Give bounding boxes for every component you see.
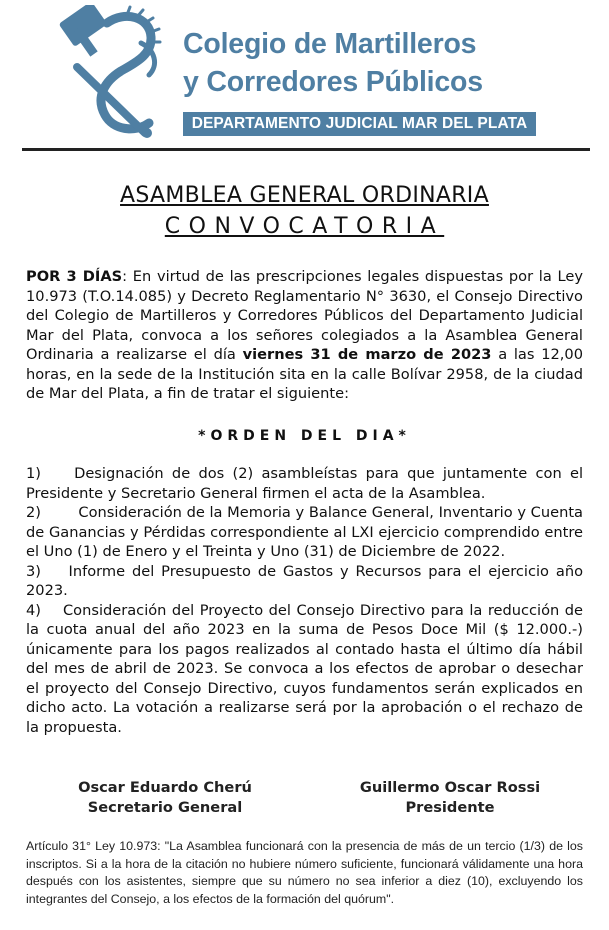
intro-lead: POR 3 DÍAS [26,268,123,285]
document-title: ASAMBLEA GENERAL ORDINARIA [120,183,489,208]
agenda-item-number: 4) [26,601,41,619]
agenda-item-number: 2) [26,504,41,521]
letterhead [0,0,609,150]
agenda-list [26,464,583,737]
intro-text-1: : En virtud de las prescripciones legales dispuestas por la Ley 10.973 (T.O.14.085) y Decreto Reglamentario N° 3630, el Consejo Directivo del Colegio de Martilleros y Corredores Públicos del Departamento Judicial Mar del Plata, convoca a los señores colegiados a la Asamblea General Ordinaria a realizarse el día [26,268,583,363]
signature-president [350,778,550,817]
header-divider [22,148,590,151]
agenda-item-text: Consideración del Proyecto del Consejo Directivo para la reducción de la cuota anual del año 2023 en la suma de Pesos Doce Mil ($ 12.000.-) únicamente para los pagos realizados al contado hasta el último día hábil del mes de abril de 2023. Se convoca a los efectos de aprobar o desechar el proyecto del Consejo Directivo, cuyos fundamentos serán explicados en dicho acto. La votación a realizarse será por la aprobación o el rechazo de la propuesta. [26,601,584,736]
intro-text-2: a las 12,00 horas, en la sede de la Institución sita en la calle Bolívar 2958, de la ciudad de Mar del Plata, a fin de tratar el siguiente: [26,346,583,402]
department-banner: DEPARTAMENTO JUDICIAL MAR DEL PLATA [183,112,536,136]
org-name-line1: Colegio de Martilleros [183,28,477,60]
signatory-name: Oscar Eduardo Cherú [78,779,252,796]
agenda-item [26,562,583,601]
org-name-line2: y Corredores Públicos [183,66,483,98]
assembly-date: viernes 31 de marzo de 2023 [242,346,492,363]
legal-footnote: Artículo 31° Ley 10.973: "La Asamblea funcionará con la presencia de más de un tercio (1/3) de los inscriptos. Si a la hora de la citación no hubiere número suficiente, funcionará válidamente una hora después con los asistentes, siempre que su número no sea inferior a diez (10), excluyendo los integrantes del Consejo, a los efectos de la formación del quórum". [26,839,583,906]
agenda-item [26,503,583,562]
signatory-role: Secretario General [87,798,243,816]
signatory-name: Guillermo Oscar Rossi [359,779,541,796]
agenda-item-text: Consideración de la Memoria y Balance General, Inventario y Cuenta de Ganancias y Pérdidas correspondiente al LXI ejercicio comprendido entre el Uno (1) de Enero y el Treinta y Uno (31) de Diciembre de 2022. [26,504,583,560]
agenda-item-text: Designación de dos (2) asambleístas para que juntamente con el Presidente y Secretario General firmen el acta de la Asamblea. [26,465,583,502]
agenda-item-number: 3) [26,562,41,580]
agenda-item-text: Informe del Presupuesto de Gastos y Recursos para el ejercicio año 2023. [26,562,583,599]
signatory-role: Presidente [405,798,495,816]
agenda-item-number: 1) [26,465,41,482]
document-subtitle: CONVOCATORIA [164,214,445,239]
orden-del-dia-heading: *ORDEN DEL DIA* [198,428,411,444]
agenda-item [26,601,583,738]
gavel-seahorse-logo-icon [55,5,165,140]
intro-paragraph [26,267,583,404]
agenda-item [26,464,583,503]
signature-secretary [70,778,260,817]
